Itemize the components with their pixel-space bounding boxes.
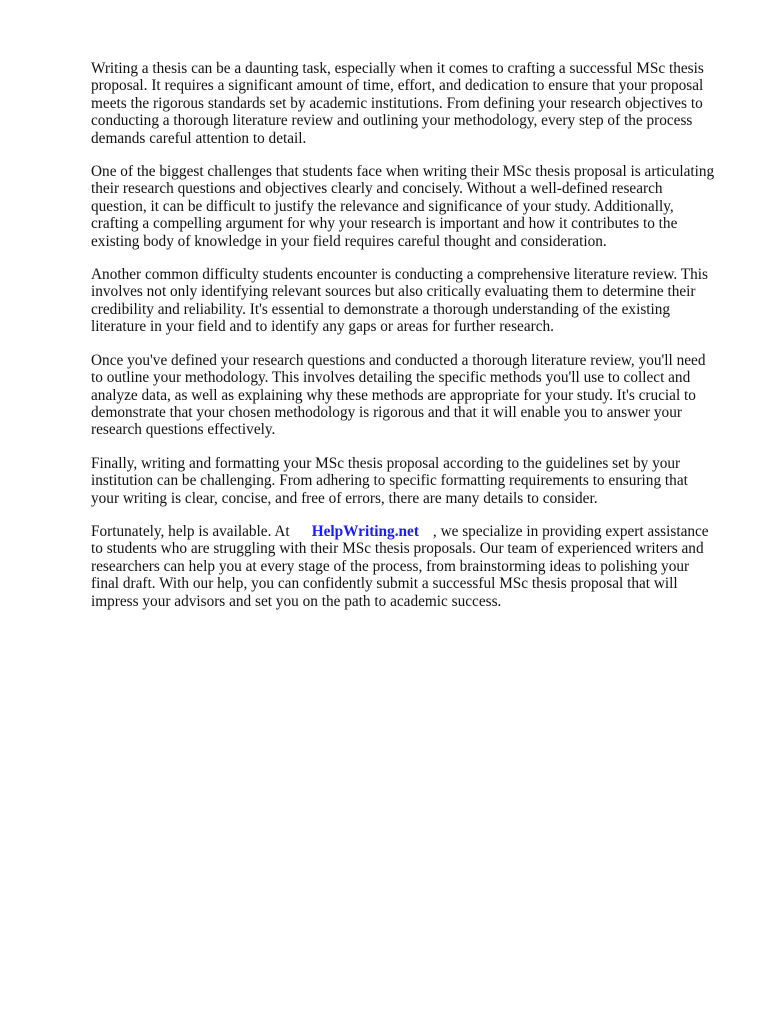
help-text-before-link: Fortunately, help is available. At [91,522,290,540]
helpwriting-link[interactable]: HelpWriting.net [311,522,419,540]
help-text-after-link: , we specialize in providing expert assistance to students who are struggling with their MSc thesis proposals. Our team of experienced writers and researchers can help you at every stage of the process, from brainstorming ideas to polishing your final draft. With our help, you can confidently submit a successful MSc thesis proposal that will impress your advisors and set you on the path to academic success. [91,522,709,610]
paragraph-formatting: Finally, writing and formatting your MSc thesis proposal according to the guidelines set by your institution can be challenging. From adhering to specific formatting requirements to ensuring that your writing is clear, concise, and free of errors, there are many details to consider. [91,454,688,507]
paragraph-research-questions: One of the biggest challenges that students face when writing their MSc thesis proposal is articulating their research questions and objectives clearly and concisely. Without a well-defined research question, it can be difficult to justify the relevance and significance of your study. Additionally, crafting a compelling argument for why your research is important and how it contributes to the existing body of knowledge in your field requires careful thought and consideration. [91,163,715,250]
paragraph-literature-review: Another common difficulty students encounter is conducting a comprehensive literature review. This involves not only identifying relevant sources but also critically evaluating them to determine their credibility and reliability. It's essential to demonstrate a thorough understanding of the existing literature in your field and to identify any gaps or areas for further research. [91,266,708,336]
paragraph-methodology: Once you've defined your research questions and conducted a thorough literature review, you'll need to outline your methodology. This involves detailing the specific methods you'll use to collect and analyze data, as well as explaining why these methods are appropriate for your study. It's crucial to demonstrate that your chosen methodology is rigorous and that it will enable you to answer your research questions effectively. [91,351,706,439]
document-body [91,60,719,626]
paragraph-help [91,523,719,610]
paragraph-intro: Writing a thesis can be a daunting task, especially when it comes to crafting a successful MSc thesis proposal. It requires a significant amount of time, effort, and dedication to ensure that your proposal meets the rigorous standards set by academic institutions. From defining your research objectives to conducting a thorough literature review and outlining your methodology, every step of the process demands careful attention to detail. [91,60,704,147]
